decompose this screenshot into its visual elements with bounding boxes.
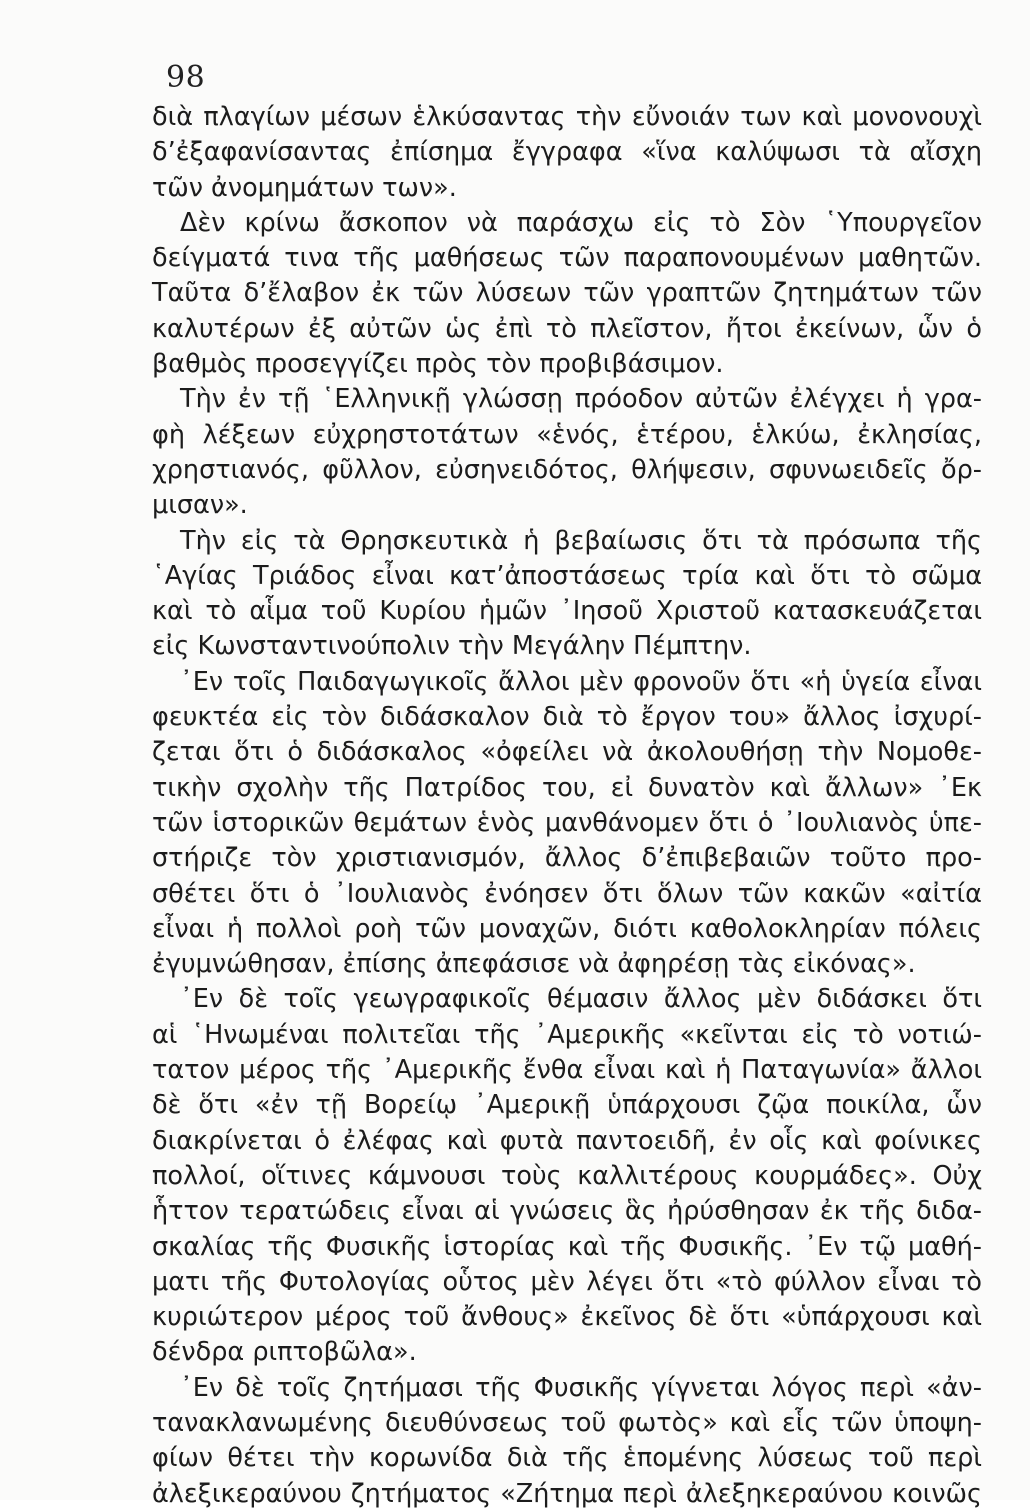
paragraph-start-line: Τὴν εἰς τὰ Θρησκευτικὰ ἡ βεβαίωσις ὅτι τὰ πρόσωπα τῆς <box>180 525 982 556</box>
body-text <box>152 100 982 1512</box>
text-line: εἰς Κωνσταντινούπολιν τὴν Μεγάλην Πέμπτην. <box>152 631 752 662</box>
text-line: φίων θέτει τὴν κορωνίδα διὰ τῆς ἑπομένης λύσεως τοῦ περὶ <box>152 1443 982 1474</box>
text-line: δ’ἐξαφανίσαντας ἐπίσημα ἔγγραφα «ἵνα καλύψωσι τὰ αἴσχη <box>152 137 982 168</box>
paragraph-start-line: Δὲν κρίνω ἄσκοπον νὰ παράσχω εἰς τὸ Σὸν ῾Υπουργεῖον <box>180 207 982 238</box>
text-line: τανακλανωμένης διευθύνσεως τοῦ φωτὸς» καὶ εἷς τῶν ὑποψη- <box>152 1407 982 1438</box>
text-line: φὴ λέξεων εὐχρηστοτάτων «ἑνός, ἑτέρου, ἑλκύω, ἐκλησίας, <box>152 419 982 450</box>
text-line: κυριώτερον μέρος τοῦ ἄνθους» ἐκεῖνος δὲ ὅτι «ὑπάρχουσι καὶ <box>152 1302 982 1333</box>
text-line: στήριζε τὸν χριστιανισμόν, ἄλλος δ’ἐπιβεβαιῶν τοῦτο προ- <box>152 843 982 874</box>
text-line: χρηστιανός, φῦλλον, εὐσηνειδότος, θλήψεσιν, σφυνωειδεῖς ὄρ- <box>152 454 982 485</box>
text-line: διὰ πλαγίων μέσων ἑλκύσαντας τὴν εὔνοιάν των καὶ μονονουχὶ <box>152 102 982 132</box>
text-line: τικὴν σχολὴν τῆς Πατρίδος του, εἰ δυνατὸν καὶ ἄλλων» ᾿Εκ <box>152 772 982 803</box>
paragraph-start-line: Τὴν ἐν τῇ ῾Ελληνικῇ γλώσσῃ πρόοδον αὐτῶν ἐλέγχει ἡ γρα- <box>180 384 982 415</box>
text-line: πολλοί, οἵτινες κάμνουσι τοὺς καλλιτέρους κουρμάδες». Οὐχ <box>152 1160 982 1191</box>
text-line: δὲ ὅτι «ἐν τῇ Βορείῳ ᾿Αμερικῇ ὑπάρχουσι ζῷα ποικίλα, ὧν <box>152 1090 982 1121</box>
text-line: ἐγυμνώθησαν, ἐπίσης ἀπεφάσισε νὰ ἀφηρέσῃ τὰς εἰκόνας». <box>152 949 916 980</box>
text-line: τῶν ἀνομημάτων των». <box>152 172 457 203</box>
text-line: καλυτέρων ἐξ αὐτῶν ὡς ἐπὶ τὸ πλεῖστον, ἤτοι ἐκείνων, ὧν ὁ <box>152 313 982 344</box>
paragraph-start-line: ᾿Εν δὲ τοῖς γεωγραφικοῖς θέμασιν ἄλλος μὲν διδάσκει ὅτι <box>180 984 982 1015</box>
text-line: τατον μέρος τῆς ᾿Αμερικῆς ἔνθα εἶναι καὶ ἡ Παταγωνία» ἄλλοι <box>152 1055 982 1086</box>
page-number: 98 <box>166 60 206 95</box>
text-line: δείγματά τινα τῆς μαθήσεως τῶν παραπονουμένων μαθητῶν. <box>152 243 982 274</box>
text-line: σθέτει ὅτι ὁ ᾿Ιουλιανὸς ἐνόησεν ὅτι ὅλων τῶν κακῶν «αἰτία <box>152 878 982 909</box>
text-line: τῶν ἱστορικῶν θεμάτων ἑνὸς μανθάνομεν ὅτι ὁ ᾿Ιουλιανὸς ὑπε- <box>152 807 982 838</box>
text-line: ῾Αγίας Τριάδος εἶναι κατ’ἀποστάσεως τρία καὶ ὅτι τὸ σῶμα <box>152 560 982 591</box>
text-line: διακρίνεται ὁ ἐλέφας καὶ φυτὰ παντοειδῆ, ἐν οἷς καὶ φοίνικες <box>152 1125 982 1156</box>
text-line: ἀλεξικεραύνου ζητήματος «Ζήτημα περὶ ἀλεξηκεραύνου κοινῶς <box>152 1478 982 1509</box>
text-line: ματι τῆς Φυτολογίας οὗτος μὲν λέγει ὅτι «τὸ φύλλον εἶναι τὸ <box>152 1266 982 1297</box>
text-line: καὶ τὸ αἷμα τοῦ Κυρίου ἡμῶν ᾿Ιησοῦ Χριστοῦ κατασκευάζεται <box>152 596 982 627</box>
text-line: αἱ ῾Ηνωμέναι πολιτεῖαι τῆς ᾿Αμερικῆς «κεῖνται εἰς τὸ νοτιώ- <box>152 1019 982 1050</box>
text-line: εἶναι ἡ πολλοὶ ροὴ τῶν μοναχῶν, διότι καθολοκληρίαν πόλεις <box>152 913 982 944</box>
text-line: σκαλίας τῆς Φυσικῆς ἱστορίας καὶ τῆς Φυσικῆς. ᾿Εν τῷ μαθή- <box>152 1231 982 1262</box>
text-line: δένδρα ριπτοβῶλα». <box>152 1337 417 1368</box>
text-line: ζεται ὅτι ὁ διδάσκαλος «ὀφείλει νὰ ἀκολουθήσῃ τὴν Νομοθε- <box>152 737 982 768</box>
paragraph-start-line: ᾿Εν δὲ τοῖς ζητήμασι τῆς Φυσικῆς γίγνεται λόγος περὶ «ἀν- <box>180 1372 982 1403</box>
text-line: μισαν». <box>152 490 248 521</box>
text-line: Ταῦτα δ’ἔλαβον ἐκ τῶν λύσεων τῶν γραπτῶν ζητημάτων τῶν <box>152 278 982 309</box>
paragraph-start-line: ᾿Εν τοῖς Παιδαγωγικοῖς ἄλλοι μὲν φρονοῦν ὅτι «ἡ ὑγεία εἶναι <box>180 666 982 697</box>
text-line: βαθμὸς προσεγγίζει πρὸς τὸν προβιβάσιμον. <box>152 349 724 380</box>
text-line: φευκτέα εἰς τὸν διδάσκαλον διὰ τὸ ἔργον του» ἄλλος ἰσχυρί- <box>152 702 982 733</box>
text-line: ἧττον τερατώδεις εἶναι αἱ γνώσεις ἃς ἠρύσθησαν ἐκ τῆς διδα- <box>152 1196 982 1227</box>
